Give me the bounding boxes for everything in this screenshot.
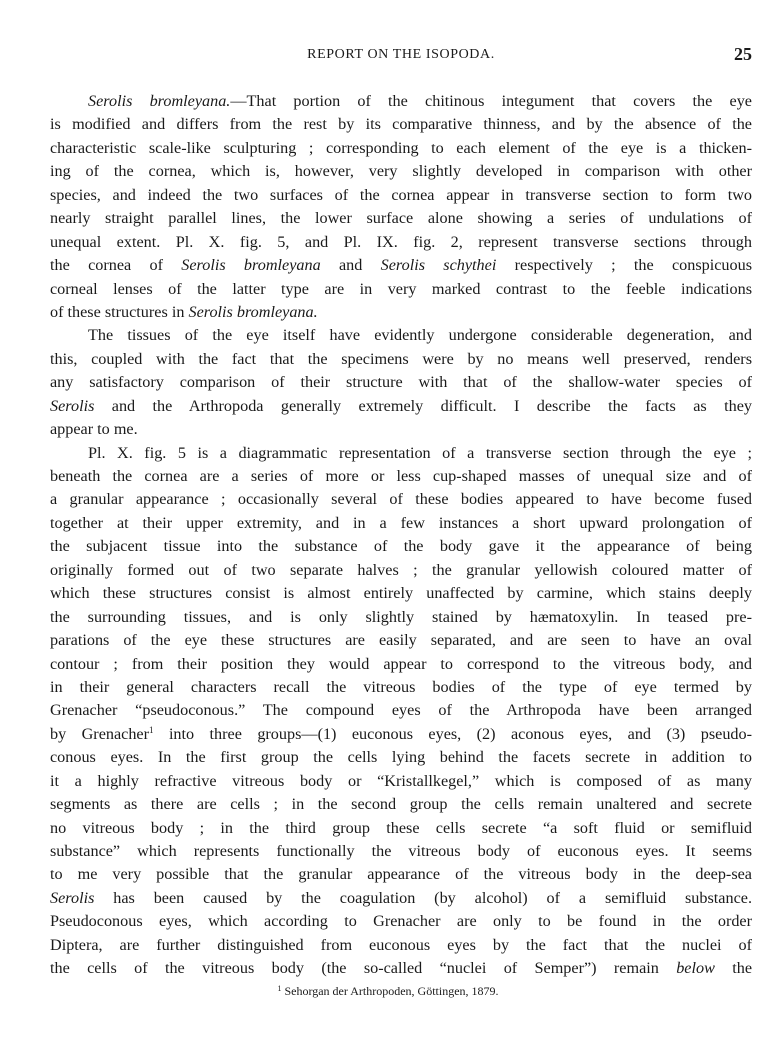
text-segment: Pl. X. fig. 5 is a diagrammatic representation of a transverse section through the eye ;: [88, 443, 752, 462]
footnote-marker: 1: [277, 984, 282, 993]
text-line: [50, 324, 752, 347]
body-text: [50, 90, 752, 981]
text-segment: the subjacent tissue into the substance of the body gave it the appearance of being: [50, 537, 752, 556]
italic-text: below: [676, 959, 715, 978]
text-line: [50, 137, 752, 160]
text-line: [50, 606, 752, 629]
text-segment: together at their upper extremity, and in a few instances a short upward prolongation of: [50, 513, 752, 532]
text-line: [50, 840, 752, 863]
text-line: [50, 699, 752, 722]
text-line: [50, 418, 752, 441]
text-segment: appear to me.: [50, 420, 138, 439]
text-line: [50, 160, 752, 183]
text-segment: beneath the cornea are a series of more or less cup-shaped masses of unequal size and of: [50, 467, 752, 485]
text-segment: by Grenacher: [50, 724, 150, 743]
text-segment: —That portion of the chitinous integument that covers the eye: [230, 92, 752, 110]
footnote-reference: 1: [149, 724, 154, 735]
text-segment: into three groups—(1) euconous eyes, (2) aconous eyes, and (3) pseudo-: [153, 724, 752, 743]
text-segment: respectively ; the conspicuous: [496, 256, 752, 275]
italic-text: Serolis bromleyana: [181, 256, 321, 275]
text-segment: the: [714, 959, 752, 978]
text-segment: parations of the eye these structures are easily separated, and are seen to have an oval: [50, 631, 752, 650]
text-segment: in their general characters recall the vitreous bodies of the type of eye termed by: [50, 677, 752, 696]
text-segment: characteristic scale-like sculpturing ; corresponding to each element of the eye is a thicken-: [50, 138, 752, 157]
text-line: [50, 90, 752, 113]
text-segment: to me very possible that the granular appearance of the vitreous body in the deep-sea: [50, 865, 752, 884]
text-segment: has been caused by the coagulation (by alcohol) of a semifluid substance.: [94, 888, 752, 907]
text-line: [50, 113, 752, 136]
footnote-text: Sehorgan der Arthropoden, Göttingen, 1879.: [284, 984, 499, 998]
text-segment: a granular appearance ; occasionally several of these bodies appeared to have become fused: [50, 490, 752, 509]
page-header: [50, 44, 752, 66]
text-segment: any satisfactory comparison of their structure with that of the shallow-water species of: [50, 373, 752, 392]
text-segment: nearly straight parallel lines, the lower surface alone showing a series of undulations of: [50, 209, 752, 228]
text-line: [50, 278, 752, 301]
text-segment: segments as there are cells ; in the second group the cells remain unaltered and secrete: [50, 795, 752, 814]
text-segment: unequal extent. Pl. X. fig. 5, and Pl. IX. fig. 2, represent transverse sections through: [50, 232, 752, 251]
text-segment: it a highly refractive vitreous body or “Kristallkegel,” which is composed of as many: [50, 771, 752, 790]
text-line: [50, 559, 752, 582]
text-segment: corneal lenses of the latter type are in very marked contrast to the feeble indications: [50, 279, 752, 298]
text-segment: originally formed out of two separate halves ; the granular yellowish coloured matter of: [50, 560, 752, 579]
text-segment: no vitreous body ; in the third group these cells secrete “a soft fluid or semifluid: [50, 818, 752, 837]
text-segment: Diptera, are further distinguished from euconous eyes by the fact that the nuclei of: [50, 935, 752, 954]
text-line: [50, 207, 752, 230]
text-line: [50, 371, 752, 394]
footnote: [0, 984, 776, 999]
text-line: [50, 348, 752, 371]
text-line: [50, 395, 752, 418]
text-line: [50, 231, 752, 254]
text-line: [50, 488, 752, 511]
text-line: [50, 863, 752, 886]
text-line: [50, 254, 752, 277]
text-segment: and: [320, 256, 381, 275]
text-segment: species, and indeed the two surfaces of the cornea appear in transverse section to form two: [50, 185, 752, 204]
text-segment: the cells of the vitreous body (the so-called “nuclei of Semper”) remain: [50, 959, 677, 978]
text-line: [50, 887, 752, 910]
text-segment: conous eyes. In the first group the cells lying behind the facets secrete in addition to: [50, 748, 752, 767]
text-segment: Grenacher “pseudoconous.” The compound eyes of the Arthropoda have been arranged: [50, 701, 752, 720]
text-segment: the surrounding tissues, and is only slightly stained by hæmatoxylin. In teased pre-: [50, 607, 752, 626]
text-line: [50, 465, 752, 488]
text-segment: The tissues of the eye itself have evidently undergone considerable degeneration, and: [88, 326, 752, 345]
italic-text: Serolis: [50, 396, 95, 415]
text-line: [50, 629, 752, 652]
italic-text: Serolis: [50, 888, 95, 907]
text-line: [50, 746, 752, 769]
text-line: [50, 653, 752, 676]
text-segment: Pseudoconous eyes, which according to Grenacher are only to be found in the order: [50, 912, 752, 931]
text-line: [50, 934, 752, 957]
italic-text: Serolis bromleyana.: [88, 92, 231, 110]
text-line: [50, 770, 752, 793]
text-segment: is modified and differs from the rest by its comparative thinness, and by the absence of the: [50, 115, 752, 134]
text-segment: ing of the cornea, which is, however, very slightly developed in comparison with other: [50, 162, 752, 181]
text-line: [50, 793, 752, 816]
text-segment: this, coupled with the fact that the specimens were by no means well preserved, renders: [50, 349, 752, 368]
text-line: [50, 723, 752, 746]
text-line: [50, 817, 752, 840]
text-segment: of these structures in: [50, 302, 189, 321]
text-line: [50, 512, 752, 535]
text-line: [50, 535, 752, 558]
text-line: [50, 442, 752, 465]
text-segment: substance” which represents functionally the vitreous body of euconous eyes. It seems: [50, 842, 752, 860]
italic-text: Serolis schythei: [380, 256, 497, 275]
text-line: [50, 910, 752, 933]
text-segment: which these structures consist is almost entirely unaffected by carmine, which stains deeply: [50, 584, 752, 603]
text-line: [50, 184, 752, 207]
text-line: [50, 957, 752, 980]
text-segment: the cornea of: [50, 256, 182, 275]
text-line: [50, 676, 752, 699]
page-number: 25: [734, 44, 752, 64]
text-line: [50, 301, 752, 324]
italic-text: Serolis bromleyana.: [188, 302, 318, 321]
text-line: [50, 582, 752, 605]
running-title: REPORT ON THE ISOPODA.: [307, 47, 495, 62]
text-segment: contour ; from their position they would appear to correspond to the vitreous body, and: [50, 654, 752, 673]
text-segment: and the Arthropoda generally extremely difficult. I describe the facts as they: [94, 396, 752, 415]
